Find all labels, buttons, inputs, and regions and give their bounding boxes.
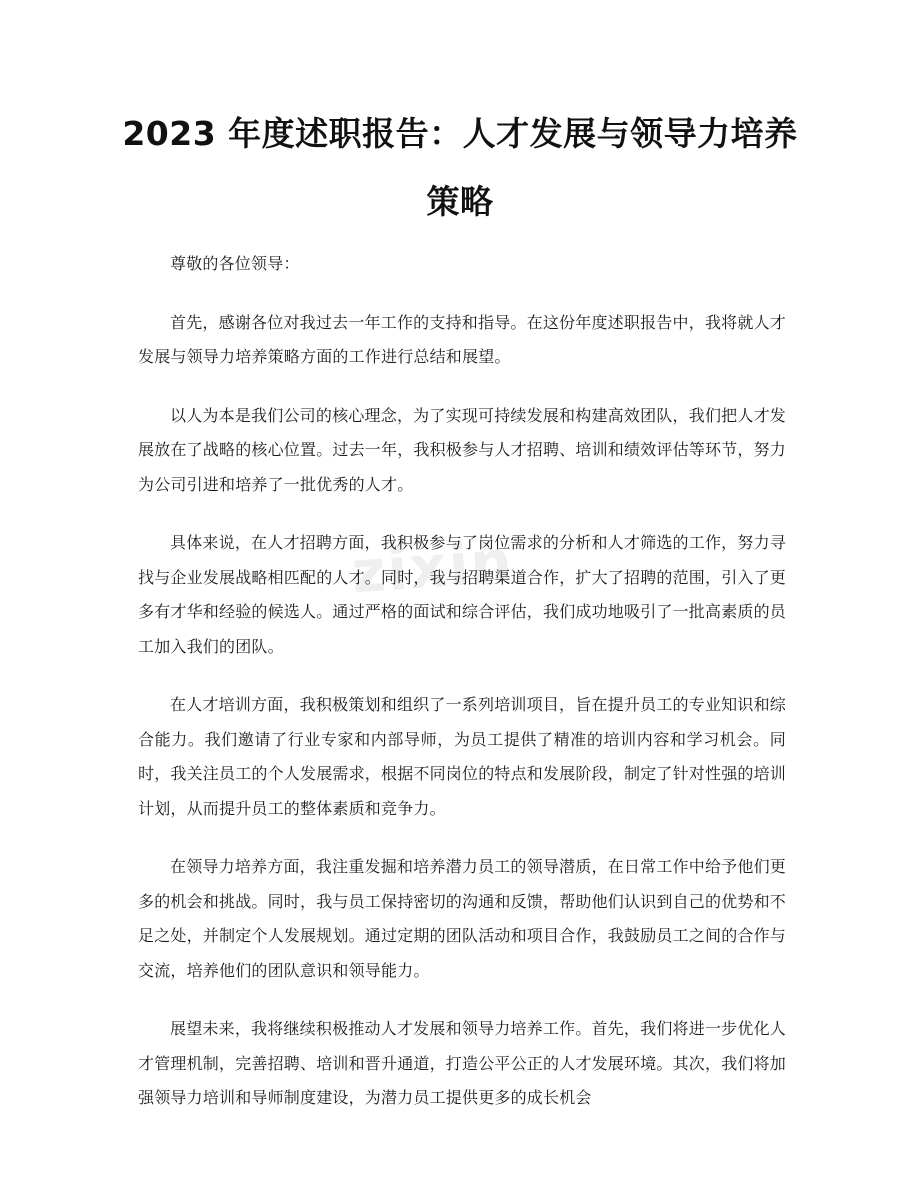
paragraph: 具体来说，在人才招聘方面，我积极参与了岗位需求的分析和人才筛选的工作，努力寻找与企业发展战略相匹配的人才。同时，我与招聘渠道合作，扩大了招聘的范围，引入了更多有才华和经验的候选人。通过严格的面试和综合评估，我们成功地吸引了一批高素质的员工加入我们的团队。 (138, 533, 787, 656)
paragraph: 以人为本是我们公司的核心理念，为了实现可持续发展和构建高效团队，我们把人才发展放在了战略的核心位置。过去一年，我积极参与人才招聘、培训和绩效评估等环节，努力为公司引进和培养了一批优秀的人才。 (138, 405, 787, 494)
watermark: zixin (349, 527, 517, 607)
paragraph: 首先，感谢各位对我过去一年工作的支持和指导。在这份年度述职报告中，我将就人才发展与领导力培养策略方面的工作进行总结和展望。 (138, 312, 786, 366)
paragraph: 在领导力培养方面，我注重发掘和培养潜力员工的领导潜质，在日常工作中给予他们更多的机会和挑战。同时，我与员工保持密切的沟通和反馈，帮助他们认识到自己的优势和不足之处，并制定个人发展规划。通过定期的团队活动和项目合作，我鼓励员工之间的合作与交流，培养他们的团队意识和领导能力。 (138, 857, 787, 980)
document-body (138, 247, 786, 1140)
paragraph-salutation: 尊敬的各位领导： (170, 254, 300, 273)
document-title (110, 100, 810, 236)
title-line-1: 2023 年度述职报告：人才发展与领导力培养 (122, 114, 798, 153)
title-line-2: 策略 (426, 182, 494, 221)
paragraph: 展望未来，我将继续积极推动人才发展和领导力培养工作。首先，我们将进一步优化人才管理机制，完善招聘、培训和晋升通道，打造公平公正的人才发展环境。其次，我们将加强领导力培训和导师制度建设，为潜力员工提供更多的成长机会 (138, 1019, 787, 1107)
paragraph: 在人才培训方面，我积极策划和组织了一系列培训项目，旨在提升员工的专业知识和综合能力。我们邀请了行业专家和内部导师，为员工提供了精准的培训内容和学习机会。同时，我关注员工的个人发展需求，根据不同岗位的特点和发展阶段，制定了针对性强的培训计划，从而提升员工的整体素质和竞争力。 (138, 695, 787, 818)
